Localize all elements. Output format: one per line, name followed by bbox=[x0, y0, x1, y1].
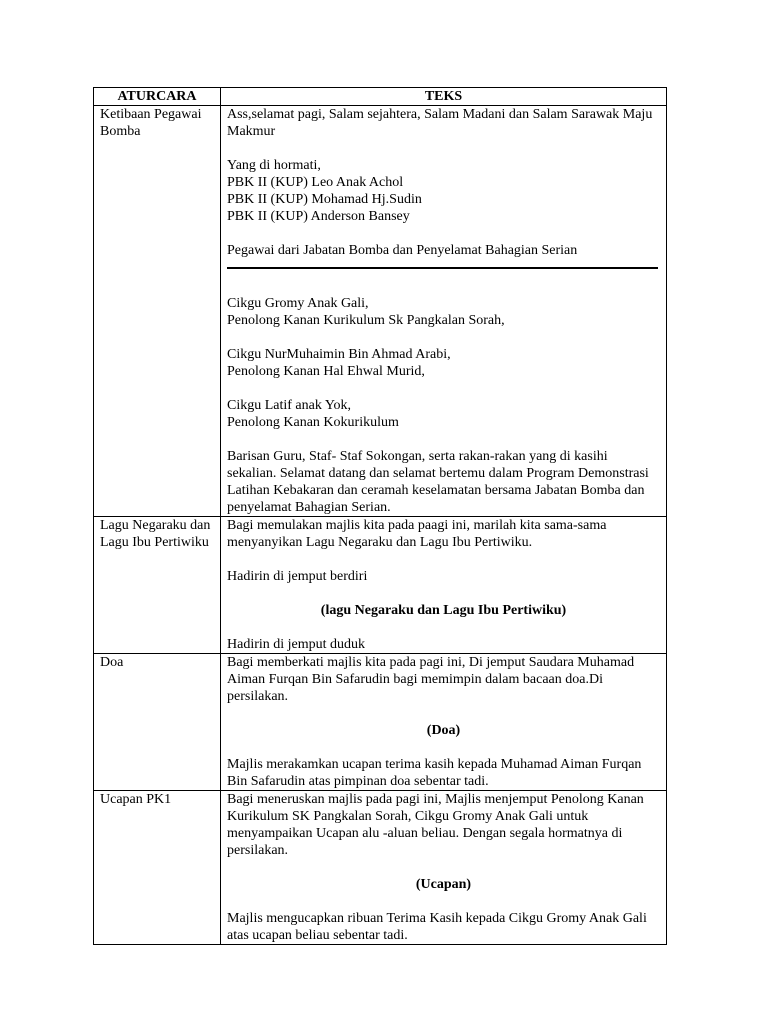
guest-name: Cikgu Latif anak Yok, bbox=[227, 398, 352, 413]
closing-text: Barisan Guru, Staf- Staf Sokongan, serta rakan-rakan yang di kasihi sekalian. Selamat datang dan selamat bertemu dalam Program Demonstrasi Latihan Kebakaran dan ceramah keselamatan bersama Jabatan Bomba dan penyelamat Bahagian Serian. bbox=[227, 449, 649, 515]
guest-role: Penolong Kanan Kokurikulum bbox=[227, 415, 399, 430]
speech-cue: (Ucapan) bbox=[415, 877, 472, 892]
officer-line: PBK II (KUP) Anderson Bansey bbox=[227, 209, 410, 224]
agency-text: Pegawai dari Jabatan Bomba dan Penyelamat Bahagian Serian bbox=[227, 243, 578, 258]
guest-name: Cikgu Gromy Anak Gali, bbox=[227, 296, 369, 311]
guest-name: Cikgu NurMuhaimin Bin Ahmad Arabi, bbox=[227, 347, 451, 362]
row-text bbox=[221, 791, 667, 945]
stand-instruction: Hadirin di jemput berdiri bbox=[227, 569, 368, 584]
row-label: Lagu Negaraku dan Lagu Ibu Pertiwiku bbox=[94, 517, 221, 654]
table-row bbox=[94, 106, 667, 517]
table-row bbox=[94, 517, 667, 654]
row-label: Doa bbox=[94, 654, 221, 791]
officer-line: PBK II (KUP) Mohamad Hj.Sudin bbox=[227, 192, 422, 207]
header-aturcara: ATURCARA bbox=[94, 88, 221, 106]
prayer-cue: (Doa) bbox=[426, 723, 461, 738]
opening-text: Bagi meneruskan majlis pada pagi ini, Majlis menjemput Penolong Kanan Kurikulum SK Pangkalan Sorah, Cikgu Gromy Anak Gali untuk menyampaikan Ucapan alu -aluan beliau. Dengan segala hormatnya di persilakan. bbox=[227, 792, 644, 858]
program-table bbox=[93, 87, 667, 945]
closing-text: Majlis mengucapkan ribuan Terima Kasih kepada Cikgu Gromy Anak Gali atas ucapan beliau sebentar tadi. bbox=[227, 911, 647, 943]
table-row bbox=[94, 791, 667, 945]
officer-line: PBK II (KUP) Leo Anak Achol bbox=[227, 175, 404, 190]
sit-instruction: Hadirin di jemput duduk bbox=[227, 637, 366, 652]
row-text bbox=[221, 517, 667, 654]
guest-role: Penolong Kanan Kurikulum Sk Pangkalan Sorah, bbox=[227, 313, 505, 328]
row-label: Ucapan PK1 bbox=[94, 791, 221, 945]
opening-text: Bagi memberkati majlis kita pada pagi ini, Di jemput Saudara Muhamad Aiman Furqan Bin Safarudin bagi memimpin dalam bacaan doa.Di persilakan. bbox=[227, 655, 635, 704]
header-teks: TEKS bbox=[221, 88, 667, 106]
greeting-text: Yang di hormati, bbox=[227, 158, 321, 173]
guest-role: Penolong Kanan Hal Ehwal Murid, bbox=[227, 364, 425, 379]
table-header-row bbox=[94, 88, 667, 106]
row-text bbox=[221, 106, 667, 517]
intro-text: Ass,selamat pagi, Salam sejahtera, Salam Madani dan Salam Sarawak Maju Makmur bbox=[227, 107, 653, 139]
table-row bbox=[94, 654, 667, 791]
closing-text: Majlis merakamkan ucapan terima kasih kepada Muhamad Aiman Furqan Bin Safarudin atas pimpinan doa sebentar tadi. bbox=[227, 757, 642, 789]
opening-text: Bagi memulakan majlis kita pada paagi ini, marilah kita sama-sama menyanyikan Lagu Negaraku dan Lagu Ibu Pertiwiku. bbox=[227, 518, 607, 550]
anthem-cue: (lagu Negaraku dan Lagu Ibu Pertiwiku) bbox=[320, 603, 567, 618]
row-label: Ketibaan Pegawai Bomba bbox=[94, 106, 221, 517]
row-text bbox=[221, 654, 667, 791]
